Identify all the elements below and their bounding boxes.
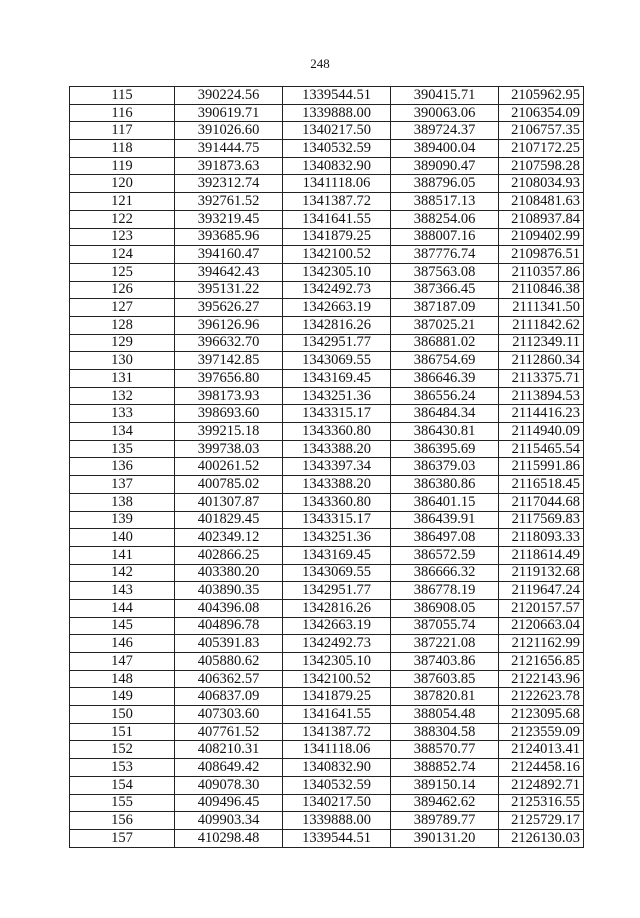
value-col-4: 2111842.62 bbox=[499, 316, 584, 334]
row-index: 136 bbox=[70, 458, 175, 476]
value-col-1: 399215.18 bbox=[175, 423, 283, 441]
value-col-1: 402866.25 bbox=[175, 546, 283, 564]
table-row bbox=[70, 688, 584, 706]
row-index: 122 bbox=[70, 210, 175, 228]
value-col-4: 2125729.17 bbox=[499, 812, 584, 830]
value-col-3: 386380.86 bbox=[391, 476, 499, 494]
value-col-3: 388570.77 bbox=[391, 741, 499, 759]
value-col-4: 2118093.33 bbox=[499, 529, 584, 547]
row-index: 143 bbox=[70, 582, 175, 600]
value-col-4: 2115991.86 bbox=[499, 458, 584, 476]
value-col-4: 2112349.11 bbox=[499, 334, 584, 352]
value-col-3: 387187.09 bbox=[391, 299, 499, 317]
value-col-4: 2106757.35 bbox=[499, 122, 584, 140]
value-col-2: 1343251.36 bbox=[283, 387, 391, 405]
value-col-4: 2108481.63 bbox=[499, 193, 584, 211]
value-col-3: 386484.34 bbox=[391, 405, 499, 423]
value-col-4: 2120157.57 bbox=[499, 599, 584, 617]
value-col-1: 393219.45 bbox=[175, 210, 283, 228]
value-col-4: 2120663.04 bbox=[499, 617, 584, 635]
value-col-1: 395626.27 bbox=[175, 299, 283, 317]
value-col-2: 1341387.72 bbox=[283, 193, 391, 211]
table-row bbox=[70, 741, 584, 759]
value-col-1: 401829.45 bbox=[175, 511, 283, 529]
value-col-2: 1343315.17 bbox=[283, 405, 391, 423]
row-index: 131 bbox=[70, 370, 175, 388]
row-index: 129 bbox=[70, 334, 175, 352]
value-col-3: 386379.03 bbox=[391, 458, 499, 476]
table-row bbox=[70, 87, 584, 105]
row-index: 152 bbox=[70, 741, 175, 759]
value-col-4: 2122143.96 bbox=[499, 670, 584, 688]
value-col-2: 1342816.26 bbox=[283, 599, 391, 617]
value-col-3: 386401.15 bbox=[391, 493, 499, 511]
value-col-4: 2124892.71 bbox=[499, 776, 584, 794]
value-col-2: 1343388.20 bbox=[283, 440, 391, 458]
value-col-1: 390224.56 bbox=[175, 87, 283, 105]
value-col-3: 387603.85 bbox=[391, 670, 499, 688]
row-index: 127 bbox=[70, 299, 175, 317]
table-row bbox=[70, 617, 584, 635]
row-index: 138 bbox=[70, 493, 175, 511]
value-col-1: 407303.60 bbox=[175, 706, 283, 724]
value-col-1: 392312.74 bbox=[175, 175, 283, 193]
page-number: 248 bbox=[310, 56, 330, 71]
row-index: 145 bbox=[70, 617, 175, 635]
row-index: 155 bbox=[70, 794, 175, 812]
table-row bbox=[70, 157, 584, 175]
value-col-2: 1340532.59 bbox=[283, 140, 391, 158]
value-col-4: 2111341.50 bbox=[499, 299, 584, 317]
table-row bbox=[70, 723, 584, 741]
row-index: 141 bbox=[70, 546, 175, 564]
value-col-3: 388007.16 bbox=[391, 228, 499, 246]
value-col-3: 386439.91 bbox=[391, 511, 499, 529]
value-col-1: 398693.60 bbox=[175, 405, 283, 423]
row-index: 147 bbox=[70, 653, 175, 671]
value-col-2: 1339888.00 bbox=[283, 104, 391, 122]
value-col-4: 2117044.68 bbox=[499, 493, 584, 511]
table-row bbox=[70, 440, 584, 458]
value-col-1: 391026.60 bbox=[175, 122, 283, 140]
value-col-1: 400785.02 bbox=[175, 476, 283, 494]
value-col-4: 2122623.78 bbox=[499, 688, 584, 706]
value-col-2: 1340217.50 bbox=[283, 122, 391, 140]
row-index: 128 bbox=[70, 316, 175, 334]
table-row bbox=[70, 706, 584, 724]
value-col-4: 2106354.09 bbox=[499, 104, 584, 122]
value-col-3: 386430.81 bbox=[391, 423, 499, 441]
value-col-2: 1343360.80 bbox=[283, 423, 391, 441]
value-col-1: 409903.34 bbox=[175, 812, 283, 830]
value-col-3: 386572.59 bbox=[391, 546, 499, 564]
table-row bbox=[70, 670, 584, 688]
value-col-3: 389462.62 bbox=[391, 794, 499, 812]
value-col-3: 389724.37 bbox=[391, 122, 499, 140]
value-col-3: 388304.58 bbox=[391, 723, 499, 741]
table-row bbox=[70, 193, 584, 211]
value-col-2: 1343388.20 bbox=[283, 476, 391, 494]
value-col-1: 400261.52 bbox=[175, 458, 283, 476]
value-col-2: 1342100.52 bbox=[283, 670, 391, 688]
value-col-2: 1342951.77 bbox=[283, 334, 391, 352]
value-col-1: 395131.22 bbox=[175, 281, 283, 299]
value-col-1: 392761.52 bbox=[175, 193, 283, 211]
value-col-2: 1339888.00 bbox=[283, 812, 391, 830]
table-row bbox=[70, 370, 584, 388]
value-col-4: 2121656.85 bbox=[499, 653, 584, 671]
row-index: 130 bbox=[70, 352, 175, 370]
value-col-3: 390131.20 bbox=[391, 829, 499, 847]
value-col-1: 394160.47 bbox=[175, 246, 283, 264]
table-row bbox=[70, 564, 584, 582]
value-col-1: 409078.30 bbox=[175, 776, 283, 794]
table-row bbox=[70, 405, 584, 423]
value-col-3: 386395.69 bbox=[391, 440, 499, 458]
value-col-2: 1343069.55 bbox=[283, 564, 391, 582]
row-index: 135 bbox=[70, 440, 175, 458]
value-col-2: 1340217.50 bbox=[283, 794, 391, 812]
value-col-3: 386754.69 bbox=[391, 352, 499, 370]
value-col-3: 390063.06 bbox=[391, 104, 499, 122]
value-col-4: 2105962.95 bbox=[499, 87, 584, 105]
row-index: 151 bbox=[70, 723, 175, 741]
value-col-3: 386778.19 bbox=[391, 582, 499, 600]
value-col-3: 388054.48 bbox=[391, 706, 499, 724]
value-col-3: 387403.86 bbox=[391, 653, 499, 671]
value-col-2: 1340832.90 bbox=[283, 759, 391, 777]
value-col-4: 2109876.51 bbox=[499, 246, 584, 264]
table-row bbox=[70, 653, 584, 671]
value-col-4: 2118614.49 bbox=[499, 546, 584, 564]
table-row bbox=[70, 299, 584, 317]
table-row bbox=[70, 458, 584, 476]
value-col-1: 398173.93 bbox=[175, 387, 283, 405]
table-row bbox=[70, 246, 584, 264]
row-index: 118 bbox=[70, 140, 175, 158]
value-col-2: 1341641.55 bbox=[283, 210, 391, 228]
value-col-4: 2124458.16 bbox=[499, 759, 584, 777]
value-col-3: 389400.04 bbox=[391, 140, 499, 158]
value-col-2: 1342663.19 bbox=[283, 299, 391, 317]
value-col-2: 1341118.06 bbox=[283, 741, 391, 759]
row-index: 146 bbox=[70, 635, 175, 653]
value-col-1: 396632.70 bbox=[175, 334, 283, 352]
row-index: 142 bbox=[70, 564, 175, 582]
row-index: 134 bbox=[70, 423, 175, 441]
value-col-4: 2109402.99 bbox=[499, 228, 584, 246]
value-col-3: 389090.47 bbox=[391, 157, 499, 175]
table-row bbox=[70, 812, 584, 830]
value-col-1: 391444.75 bbox=[175, 140, 283, 158]
table-row bbox=[70, 529, 584, 547]
table-row bbox=[70, 104, 584, 122]
value-col-3: 388852.74 bbox=[391, 759, 499, 777]
value-col-4: 2113894.53 bbox=[499, 387, 584, 405]
value-col-3: 386556.24 bbox=[391, 387, 499, 405]
row-index: 137 bbox=[70, 476, 175, 494]
row-index: 116 bbox=[70, 104, 175, 122]
value-col-3: 386908.05 bbox=[391, 599, 499, 617]
table-row bbox=[70, 582, 584, 600]
value-col-4: 2112860.34 bbox=[499, 352, 584, 370]
table-row bbox=[70, 175, 584, 193]
value-col-2: 1343251.36 bbox=[283, 529, 391, 547]
value-col-3: 389150.14 bbox=[391, 776, 499, 794]
value-col-2: 1341879.25 bbox=[283, 228, 391, 246]
value-col-1: 406362.57 bbox=[175, 670, 283, 688]
table-row bbox=[70, 476, 584, 494]
value-col-4: 2113375.71 bbox=[499, 370, 584, 388]
value-col-4: 2119647.24 bbox=[499, 582, 584, 600]
value-col-4: 2123095.68 bbox=[499, 706, 584, 724]
row-index: 156 bbox=[70, 812, 175, 830]
value-col-1: 394642.43 bbox=[175, 263, 283, 281]
value-col-4: 2107172.25 bbox=[499, 140, 584, 158]
value-col-1: 410298.48 bbox=[175, 829, 283, 847]
row-index: 123 bbox=[70, 228, 175, 246]
table-row bbox=[70, 493, 584, 511]
value-col-2: 1340832.90 bbox=[283, 157, 391, 175]
value-col-1: 397142.85 bbox=[175, 352, 283, 370]
value-col-3: 389789.77 bbox=[391, 812, 499, 830]
value-col-4: 2116518.45 bbox=[499, 476, 584, 494]
row-index: 144 bbox=[70, 599, 175, 617]
value-col-2: 1339544.51 bbox=[283, 829, 391, 847]
value-col-1: 393685.96 bbox=[175, 228, 283, 246]
value-col-2: 1339544.51 bbox=[283, 87, 391, 105]
value-col-1: 409496.45 bbox=[175, 794, 283, 812]
value-col-3: 387221.08 bbox=[391, 635, 499, 653]
value-col-4: 2114416.23 bbox=[499, 405, 584, 423]
value-col-4: 2119132.68 bbox=[499, 564, 584, 582]
value-col-3: 388254.06 bbox=[391, 210, 499, 228]
value-col-4: 2117569.83 bbox=[499, 511, 584, 529]
value-col-1: 391873.63 bbox=[175, 157, 283, 175]
value-col-3: 386881.02 bbox=[391, 334, 499, 352]
value-col-2: 1341118.06 bbox=[283, 175, 391, 193]
table-row bbox=[70, 635, 584, 653]
value-col-4: 2121162.99 bbox=[499, 635, 584, 653]
value-col-1: 399738.03 bbox=[175, 440, 283, 458]
value-col-1: 397656.80 bbox=[175, 370, 283, 388]
table-row bbox=[70, 546, 584, 564]
value-col-1: 406837.09 bbox=[175, 688, 283, 706]
value-col-2: 1343315.17 bbox=[283, 511, 391, 529]
table-row bbox=[70, 122, 584, 140]
row-index: 140 bbox=[70, 529, 175, 547]
value-col-4: 2126130.03 bbox=[499, 829, 584, 847]
value-col-4: 2107598.28 bbox=[499, 157, 584, 175]
value-col-1: 404396.08 bbox=[175, 599, 283, 617]
value-col-2: 1343169.45 bbox=[283, 546, 391, 564]
value-col-2: 1343069.55 bbox=[283, 352, 391, 370]
value-col-1: 405391.83 bbox=[175, 635, 283, 653]
value-col-1: 401307.87 bbox=[175, 493, 283, 511]
row-index: 154 bbox=[70, 776, 175, 794]
value-col-4: 2114940.09 bbox=[499, 423, 584, 441]
value-col-1: 408649.42 bbox=[175, 759, 283, 777]
value-col-1: 390619.71 bbox=[175, 104, 283, 122]
table-row bbox=[70, 387, 584, 405]
value-col-2: 1343169.45 bbox=[283, 370, 391, 388]
row-index: 117 bbox=[70, 122, 175, 140]
value-col-1: 405880.62 bbox=[175, 653, 283, 671]
value-col-4: 2110357.86 bbox=[499, 263, 584, 281]
value-col-3: 387563.08 bbox=[391, 263, 499, 281]
table-row bbox=[70, 210, 584, 228]
table-body bbox=[70, 87, 584, 848]
value-col-2: 1342305.10 bbox=[283, 653, 391, 671]
value-col-3: 386666.32 bbox=[391, 564, 499, 582]
value-col-2: 1340532.59 bbox=[283, 776, 391, 794]
value-col-2: 1342492.73 bbox=[283, 635, 391, 653]
value-col-4: 2115465.54 bbox=[499, 440, 584, 458]
row-index: 150 bbox=[70, 706, 175, 724]
table-row bbox=[70, 794, 584, 812]
coordinate-table bbox=[69, 86, 584, 848]
value-col-4: 2110846.38 bbox=[499, 281, 584, 299]
row-index: 133 bbox=[70, 405, 175, 423]
value-col-3: 386497.08 bbox=[391, 529, 499, 547]
row-index: 157 bbox=[70, 829, 175, 847]
row-index: 121 bbox=[70, 193, 175, 211]
row-index: 125 bbox=[70, 263, 175, 281]
row-index: 132 bbox=[70, 387, 175, 405]
value-col-4: 2123559.09 bbox=[499, 723, 584, 741]
value-col-2: 1343397.34 bbox=[283, 458, 391, 476]
value-col-2: 1342100.52 bbox=[283, 246, 391, 264]
value-col-2: 1342492.73 bbox=[283, 281, 391, 299]
table-row bbox=[70, 334, 584, 352]
value-col-3: 387820.81 bbox=[391, 688, 499, 706]
value-col-2: 1341641.55 bbox=[283, 706, 391, 724]
value-col-3: 388517.13 bbox=[391, 193, 499, 211]
value-col-4: 2124013.41 bbox=[499, 741, 584, 759]
table-row bbox=[70, 829, 584, 847]
value-col-2: 1342663.19 bbox=[283, 617, 391, 635]
value-col-3: 387025.21 bbox=[391, 316, 499, 334]
value-col-1: 404896.78 bbox=[175, 617, 283, 635]
value-col-2: 1342816.26 bbox=[283, 316, 391, 334]
row-index: 124 bbox=[70, 246, 175, 264]
value-col-1: 402349.12 bbox=[175, 529, 283, 547]
table-row bbox=[70, 776, 584, 794]
table-row bbox=[70, 511, 584, 529]
table-row bbox=[70, 140, 584, 158]
value-col-3: 390415.71 bbox=[391, 87, 499, 105]
value-col-3: 387055.74 bbox=[391, 617, 499, 635]
value-col-3: 387366.45 bbox=[391, 281, 499, 299]
value-col-2: 1342305.10 bbox=[283, 263, 391, 281]
value-col-1: 396126.96 bbox=[175, 316, 283, 334]
table-row bbox=[70, 599, 584, 617]
row-index: 126 bbox=[70, 281, 175, 299]
row-index: 120 bbox=[70, 175, 175, 193]
value-col-3: 386646.39 bbox=[391, 370, 499, 388]
row-index: 139 bbox=[70, 511, 175, 529]
row-index: 149 bbox=[70, 688, 175, 706]
value-col-1: 407761.52 bbox=[175, 723, 283, 741]
value-col-2: 1341879.25 bbox=[283, 688, 391, 706]
value-col-1: 408210.31 bbox=[175, 741, 283, 759]
value-col-2: 1343360.80 bbox=[283, 493, 391, 511]
row-index: 148 bbox=[70, 670, 175, 688]
value-col-4: 2125316.55 bbox=[499, 794, 584, 812]
row-index: 153 bbox=[70, 759, 175, 777]
value-col-2: 1342951.77 bbox=[283, 582, 391, 600]
value-col-4: 2108937.84 bbox=[499, 210, 584, 228]
table-row bbox=[70, 352, 584, 370]
table-row bbox=[70, 316, 584, 334]
table-row bbox=[70, 263, 584, 281]
row-index: 115 bbox=[70, 87, 175, 105]
table-row bbox=[70, 759, 584, 777]
table-row bbox=[70, 423, 584, 441]
value-col-3: 387776.74 bbox=[391, 246, 499, 264]
value-col-1: 403890.35 bbox=[175, 582, 283, 600]
value-col-4: 2108034.93 bbox=[499, 175, 584, 193]
table-row bbox=[70, 281, 584, 299]
value-col-3: 388796.05 bbox=[391, 175, 499, 193]
row-index: 119 bbox=[70, 157, 175, 175]
table-row bbox=[70, 228, 584, 246]
value-col-2: 1341387.72 bbox=[283, 723, 391, 741]
value-col-1: 403380.20 bbox=[175, 564, 283, 582]
